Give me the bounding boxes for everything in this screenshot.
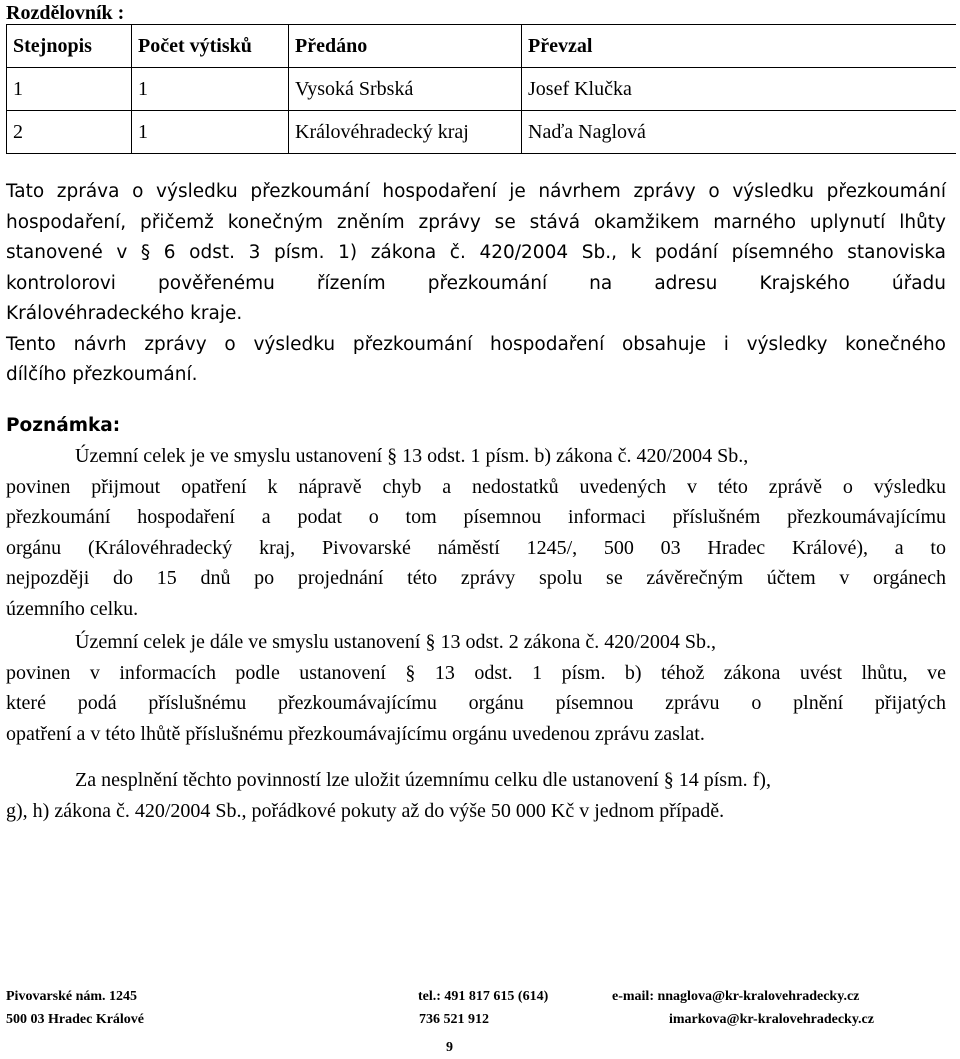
text-line: g), h) zákona č. 420/2004 Sb., pořádkové pokuty až do výše 50 000 Kč v jednom případě. — [6, 799, 725, 822]
text-line: Tato zpráva o výsledku přezkoumání hospodaření je návrhem zprávy o výsledku přezkoumání — [6, 181, 946, 202]
note-paragraph-3 — [6, 765, 946, 826]
table-cell: Vysoká Srbská — [289, 68, 522, 111]
distribution-table — [6, 24, 956, 154]
table-cell: 1 — [132, 111, 289, 154]
footer-address-line: 500 03 Hradec Králové — [6, 1012, 145, 1027]
table-cell: Naďa Naglová — [522, 111, 957, 154]
text-line: orgánu (Královéhradecký kraj, Pivovarské náměstí 1245/, 500 03 Hradec Králové), a to — [6, 536, 946, 559]
text-line: dílčího přezkoumání. — [6, 364, 198, 385]
text-line: hospodaření, přičemž konečným zněním zprávy se stává okamžikem marného uplynutí lhůty — [6, 211, 946, 233]
text-line: Tento návrh zprávy o výsledku přezkoumání hospodaření obsahuje i výsledky konečného — [6, 333, 946, 355]
table-header-cell: Předáno — [289, 25, 522, 68]
text-line: stanovené v § 6 odst. 3 písm. 1) zákona č. 420/2004 Sb., k podání písemného stanoviska — [6, 242, 946, 263]
table-header-cell: Stejnopis — [7, 25, 132, 68]
table-cell: 1 — [132, 68, 289, 111]
table-cell: Josef Klučka — [522, 68, 957, 111]
footer-phone-line: 736 521 912 — [419, 1012, 489, 1027]
text-line: nejpozději do 15 dnů po projednání této zprávy spolu se závěrečným účtem v orgánech — [6, 567, 946, 590]
footer-email — [612, 985, 874, 1031]
footer-phone — [418, 985, 548, 1031]
note-label: Poznámka: — [6, 415, 121, 436]
table-cell: 2 — [7, 111, 132, 154]
text-line: kontrolorovi pověřenému řízením přezkoumání na adresu Krajského úřadu — [6, 272, 946, 294]
text-line: Územní celek je dále ve smyslu ustanovení § 13 odst. 2 zákona č. 420/2004 Sb., — [75, 631, 716, 653]
text-line: Za nesplnění těchto povinností lze uložit územnímu celku dle ustanovení § 14 písm. f), — [75, 769, 771, 791]
table-cell: 1 — [7, 68, 132, 111]
table-header-row — [7, 25, 957, 68]
table-cell: Královéhradecký kraj — [289, 111, 522, 154]
text-line: opatření a v této lhůtě příslušnému přezkoumávajícímu orgánu uvedenou zprávu zaslat. — [6, 722, 705, 745]
text-line: Územní celek je ve smyslu ustanovení § 13 odst. 1 písm. b) zákona č. 420/2004 Sb., — [75, 445, 749, 467]
footer-address-line: Pivovarské nám. 1245 — [6, 989, 138, 1004]
text-line: přezkoumání hospodaření a podat o tom písemnou informaci příslušném přezkoumávajícímu — [6, 506, 946, 529]
page-number: 9 — [446, 1040, 453, 1055]
text-line: které podá příslušnému přezkoumávajícímu orgánu písemnou zprávu o plnění přijatých — [6, 692, 946, 715]
text-line: územního celku. — [6, 597, 139, 620]
table-row — [7, 68, 957, 111]
text-line: povinen v informacích podle ustanovení § 13 odst. 1 písm. b) téhož zákona uvést lhůtu, ve — [6, 661, 946, 684]
table-row — [7, 111, 957, 154]
page-heading: Rozdělovník : — [6, 2, 125, 24]
table-header-cell: Počet výtisků — [132, 25, 289, 68]
note-paragraph-2 — [6, 627, 946, 749]
footer-phone-line: tel.: 491 817 615 (614) — [418, 989, 549, 1004]
footer-email-line[interactable]: imarkova@kr-kralovehradecky.cz — [669, 1012, 874, 1027]
text-line: Královéhradeckého kraje. — [6, 303, 243, 324]
text-line: povinen přijmout opatření k nápravě chyb a nedostatků uvedených v této zprávě o výsledku — [6, 475, 946, 498]
footer-email-line[interactable]: e-mail: nnaglova@kr-kralovehradecky.cz — [612, 989, 860, 1004]
note-paragraph-1 — [6, 441, 946, 625]
footer-address — [6, 985, 144, 1031]
intro-paragraph — [6, 177, 946, 391]
table-header-cell: Převzal — [522, 25, 957, 68]
